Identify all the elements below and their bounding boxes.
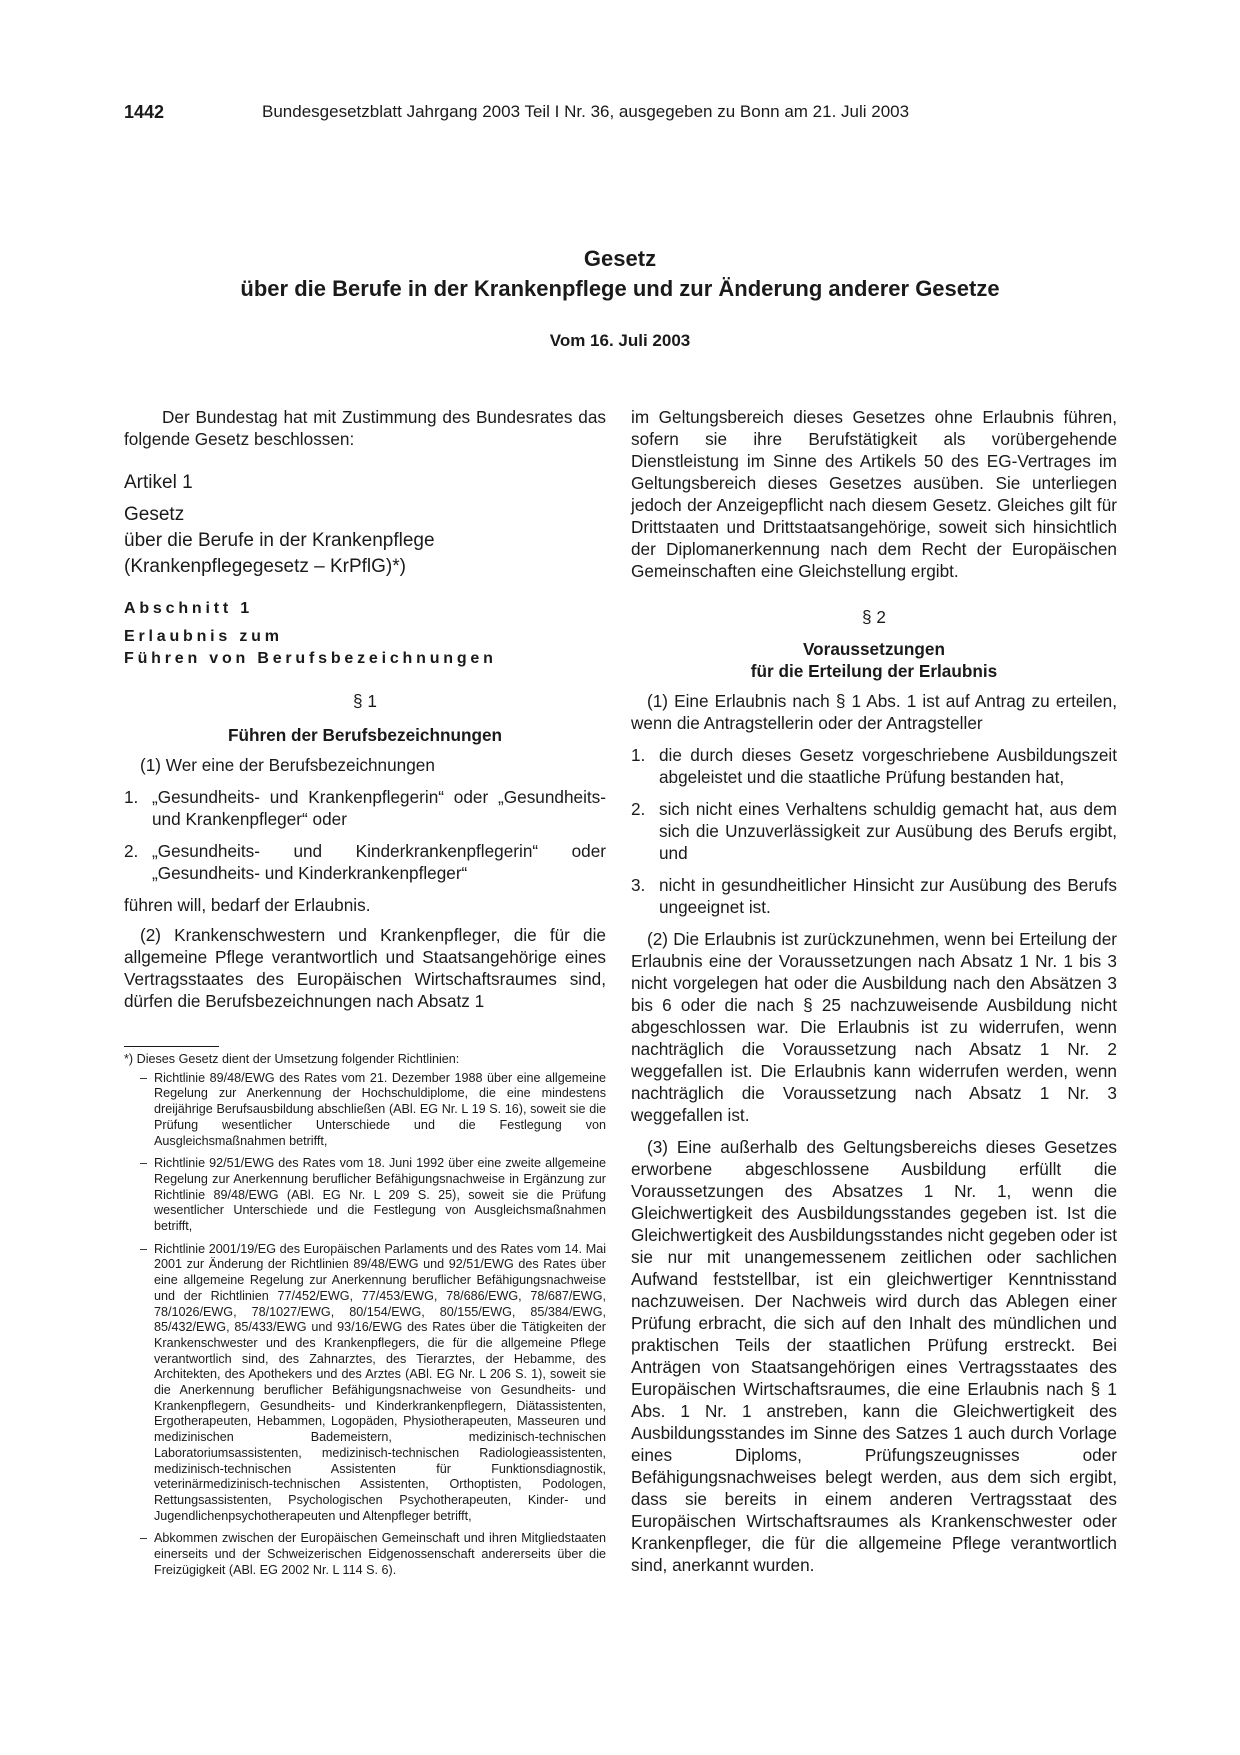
list-number: 2. — [631, 799, 646, 819]
list-number: 2. — [124, 841, 139, 861]
list-number: 1. — [124, 787, 139, 807]
list-item — [124, 786, 606, 830]
footnote — [124, 1052, 606, 1579]
paragraph-heading-2-line1: Voraussetzungen — [803, 639, 945, 659]
section-label: Abschnitt 1 — [124, 600, 253, 617]
list-text: sich nicht eines Verhaltens schuldig gemacht hat, aus dem sich die Unzuverlässigkeit zur Ausübung des Berufs ergibt, und — [659, 799, 1117, 863]
preamble: Der Bundestag hat mit Zustimmung des Bundesrates das folgende Gesetz beschlossen: — [124, 407, 606, 449]
footnote-item — [124, 1156, 606, 1235]
list-number: 3. — [631, 875, 646, 895]
dash-marker: – — [140, 1241, 148, 1256]
footnote-item — [124, 1071, 606, 1150]
article-heading: Artikel 1 — [124, 472, 193, 493]
footnote-item-text: Richtlinie 2001/19/EG des Europäischen Parlaments und des Rates vom 14. Mai 2001 zur Änderung der Richtlinien 89/48/EWG und 92/51/EWG des Rates über eine allgemeine Regelung zur Anerkennung beruflicher Befähigungsnachweise und der Richtlinien 77/452/EWG, 77/453/EWG, 78/686/EWG, 78/687/EWG, 78/1026/EWG, 78/1027/EWG, 80/154/EWG, 80/155/EWG, 85/384/EWG, 85/432/EWG, 85/433/EWG und 93/16/EWG des Rates über die Tätigkeiten der Krankenschwester und des Krankenpflegers, die für die allgemeine Pflege verantwortlich sind, des Zahnarztes, des Tierarztes, der Hebamme, des Architekten, des Apothekers und des Arztes (ABl. EG Nr. L 206 S. 1), soweit sie die Anerkennung beruflicher Befähigungsnachweise von Gesundheits- und Krankenpflegern, Gesundheits- und Kinderkrankenpflegern, Diätassistenten, Ergotherapeuten, Hebammen, Logopäden, Physiotherapeuten, Masseuren und medizinischen Bademeistern, medizinisch-technischen Laboratoriumsassistenten, medizinisch-technischen Radiologieassistenten, medizinisch-technischen Assistenten für Funktionsdiagnostik, veterinärmedizinisch-technischen Assistenten, Orthoptisten, Podologen, Rettungsassistenten, Psychologischen Psychotherapeuten, Kinder- und Jugendlichenpsychotherapeuten und Altenpfleger betrifft, — [154, 1241, 606, 1523]
paragraph-heading-2-line2: für die Erteilung der Erlaubnis — [750, 661, 998, 681]
p2-text: (2) Krankenschwestern und Krankenpfleger, die für die allgemeine Pflege verantwortlich und Staatsangehörige eines Vertragsstaates des Europäischen Wirtschaftsraumes sind, dürfen die Berufsbezeichnungen nach Absatz 1 — [124, 925, 606, 1011]
left-column — [124, 406, 606, 1012]
list-item — [631, 798, 1117, 864]
footnote-item-text: Richtlinie 92/51/EWG des Rates vom 18. Juni 1992 über eine zweite allgemeine Regelung zur Anerkennung beruflicher Befähigungsnachweise in Ergänzung zur Richtlinie 89/48/EWG (ABl. EG Nr. L 209 S. 25), soweit sie die Prüfung wesentlicher Unterschiede und die Festlegung von Ausgleichsmaßnahmen betrifft, — [154, 1156, 606, 1234]
page-number: 1442 — [124, 102, 165, 122]
law-date: Vom 16. Juli 2003 — [549, 331, 691, 350]
footnote-intro: *) Dieses Gesetz dient der Umsetzung folgender Richtlinien: — [124, 1052, 460, 1066]
paragraph-heading-1: Führen der Berufsbezeichnungen — [227, 725, 503, 745]
list-text: die durch dieses Gesetz vorgeschriebene Ausbildungszeit abgeleistet und die staatliche Prüfung bestanden hat, — [659, 745, 1117, 787]
section-title-line2: Führen von Berufsbezeichnungen — [124, 650, 497, 667]
list-item — [631, 874, 1117, 918]
footnote-item — [124, 1531, 606, 1578]
p1-intro: (1) Wer eine der Berufsbezeichnungen — [140, 755, 435, 775]
paragraph-sign-2: § 2 — [862, 607, 886, 627]
list-number: 1. — [631, 745, 646, 765]
right-column — [631, 406, 1117, 1576]
section-title-line1: Erlaubnis zum — [124, 628, 283, 645]
list-item — [124, 840, 606, 884]
dash-marker: – — [140, 1156, 148, 1171]
p1-outro: führen will, bedarf der Erlaubnis. — [124, 895, 371, 915]
law-title-line1: Gesetz — [583, 246, 657, 271]
dash-marker: – — [140, 1531, 148, 1546]
p3-text: (3) Eine außerhalb des Geltungsbereichs dieses Gesetzes erworbene abgeschlossene Ausbildung erfüllt die Voraussetzungen des Absatzes 1 Nr. 1, wenn die Gleichwertigkeit des Ausbildungsstandes gegeben ist. Ist die Gleichwertigkeit des Ausbildungsstandes nicht gegeben oder ist sie nur mit unangemessenem zeitlichen oder sachlichen Aufwand feststellbar, ist ein gleichwertiger Kenntnisstand nachzuweisen. Der Nachweis wird durch das Ablegen einer Prüfung erbracht, die sich auf den Inhalt des mündlichen und praktischen Teils der staatlichen Prüfung erstreckt. Bei Anträgen von Staatsangehörigen eines Vertragsstaates des Europäischen Wirtschaftsraumes, die eine Erlaubnis nach § 1 Abs. 1 Nr. 1 anstreben, kann die Gleichwertigkeit des Ausbildungsstandes im Sinne des Satzes 1 auch durch Vorlage eines Diploms, Prüfungszeugnisses oder Befähigungsnachweises belegt werden, aus dem sich ergibt, dass sie bereits in einem anderen Vertragsstaat des Europäischen Wirtschaftsraumes als Krankenschwester oder Krankenpfleger, die für die allgemeine Pflege verantwortlich sind, anerkannt wurden. — [631, 1137, 1117, 1575]
list-text: „Gesundheits- und Kinderkrankenpflegerin“ oder „Gesundheits- und Kinderkrankenpfleger“ — [152, 841, 606, 883]
p2-text: (2) Die Erlaubnis ist zurückzunehmen, wenn bei Erteilung der Erlaubnis eine der Voraussetzungen nach Absatz 1 Nr. 1 bis 3 nicht vorgelegen hat oder die Ausbildung nach den Absätzen 3 bis 6 oder die nach § 25 nachzuweisende Ausbildung nicht abgeschlossen war. Die Erlaubnis ist zu widerrufen, wenn nachträglich die Voraussetzung nach Absatz 1 Nr. 2 weggefallen ist. Die Erlaubnis kann widerrufen werden, wenn nachträglich die Voraussetzung nach Absatz 1 Nr. 3 weggefallen ist. — [631, 929, 1117, 1125]
footnote-item — [124, 1242, 606, 1525]
footnote-item-text: Abkommen zwischen der Europäischen Gemeinschaft und ihren Mitgliedstaaten einerseits und der Schweizerischen Eidgenossenschaft andererseits über die Freizügigkeit (ABl. EG 2002 Nr. L 114 S. 6). — [154, 1531, 606, 1577]
footnote-item-text: Richtlinie 89/48/EWG des Rates vom 21. Dezember 1988 über eine allgemeine Regelung zur Anerkennung der Hochschuldiplome, die eine mindestens dreijährige Berufsausbildung abschließen (ABl. EG Nr. L 19 S. 16), soweit sie die Prüfung wesentlicher Unterschiede und die Festlegung von Ausgleichsmaßnahmen betrifft, — [154, 1070, 606, 1148]
list-text: nicht in gesundheitlicher Hinsicht zur Ausübung des Berufs ungeeignet ist. — [659, 875, 1117, 917]
act-title-line2: über die Berufe in der Krankenpflege — [124, 530, 435, 551]
act-title-line1: Gesetz — [124, 504, 185, 525]
act-title-line3: (Krankenpflegegesetz – KrPflG)*) — [124, 556, 406, 577]
paragraph-sign-1: § 1 — [353, 691, 377, 711]
list-item — [631, 744, 1117, 788]
p1-intro: (1) Eine Erlaubnis nach § 1 Abs. 1 ist auf Antrag zu erteilen, wenn die Antragstellerin oder der Antragsteller — [631, 691, 1117, 733]
list-text: „Gesundheits- und Krankenpflegerin“ oder „Gesundheits- und Krankenpfleger“ oder — [152, 787, 606, 829]
running-head: Bundesgesetzblatt Jahrgang 2003 Teil I Nr. 36, ausgegeben zu Bonn am 21. Juli 2003 — [262, 102, 910, 121]
footnote-rule — [124, 1046, 219, 1047]
dash-marker: – — [140, 1070, 148, 1085]
p2-continuation: im Geltungsbereich dieses Gesetzes ohne Erlaubnis führen, sofern sie ihre Berufstätigkeit als vorübergehende Dienstleistung im Sinne des Artikels 50 des EG-Vertrages im Geltungsbereich dieses Gesetzes ausüben. Sie unterliegen jedoch der Anzeigepflicht nach diesem Gesetz. Gleiches gilt für Drittstaaten und Drittstaatsangehörige, soweit sich hinsichtlich der Diplomanerkennung nach dem Recht der Europäischen Gemeinschaften eine Gleichstellung ergibt. — [631, 407, 1117, 581]
law-title-line2: über die Berufe in der Krankenpflege und zur Änderung anderer Gesetze — [240, 276, 1000, 301]
